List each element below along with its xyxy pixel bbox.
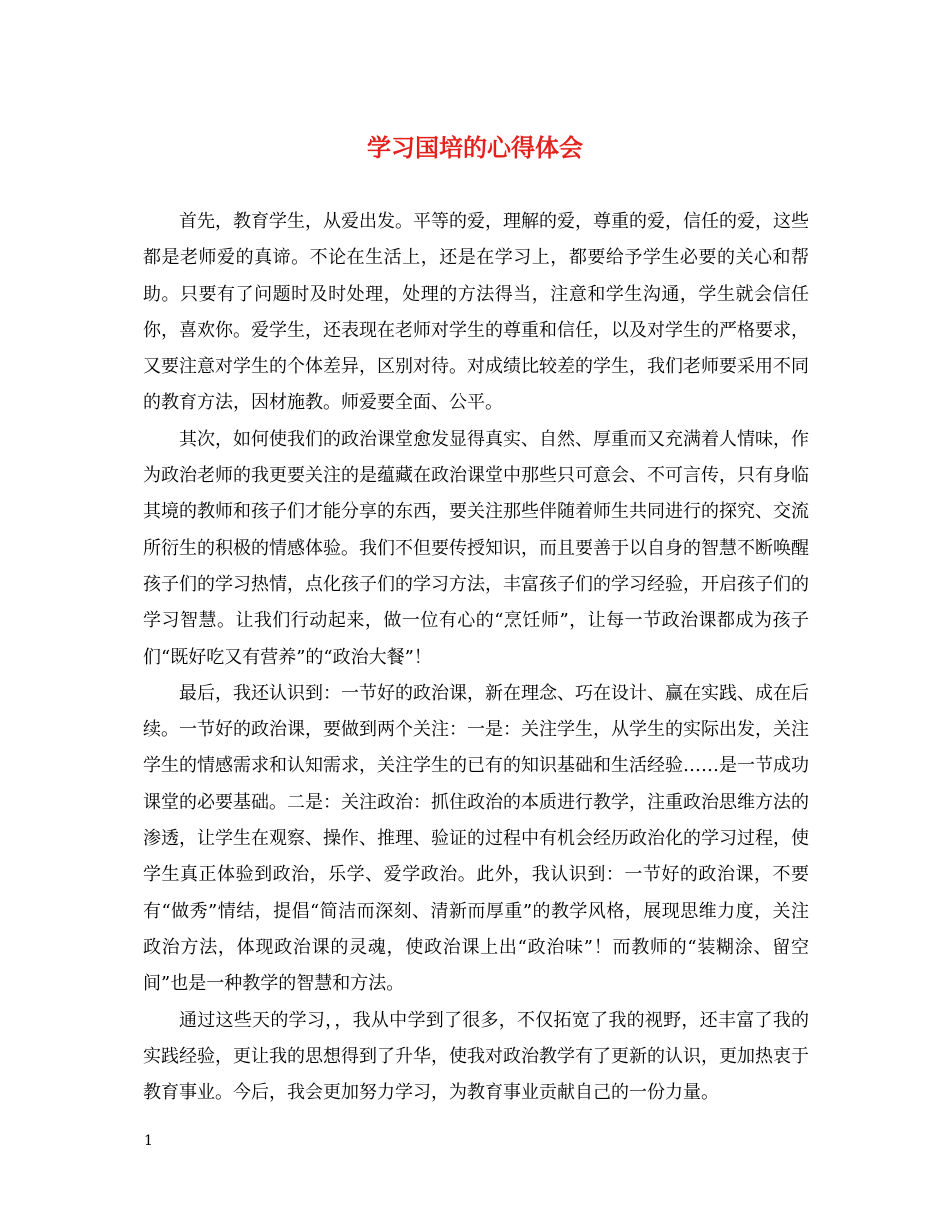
page-number: 1 bbox=[144, 1133, 153, 1149]
paragraph-1: 首先，教育学生，从爱出发。平等的爱，理解的爱，尊重的爱，信任的爱，这些都是老师爱的真谛。不论在生活上，还是在学习上，都要给予学生必要的关心和帮助。只要有了问题时及时处理，处理的方法得当，注意和学生沟通，学生就会信任你，喜欢你。爱学生，还表现在老师对学生的尊重和信任，以及对学生的严格要求，又要注意对学生的个体差异，区别对待。对成绩比较差的学生，我们老师要采用不同的教育方法，因材施教。师爱要全面、公平。 bbox=[143, 211, 809, 414]
paragraph-2: 其次，如何使我们的政治课堂愈发显得真实、自然、厚重而又充满着人情味，作为政治老师的我更要关注的是蕴藏在政治课堂中那些只可意会、不可言传，只有身临其境的教师和孩子们才能分享的东西，要关注那些伴随着师生共同进行的探究、交流所衍生的积极的情感体验。我们不但要传授知识，而且要善于以自身的智慧不断唤醒孩子们的学习热情，点化孩子们的学习方法，丰富孩子们的学习经验，开启孩子们的学习智慧。让我们行动起来，做一位有心的“烹饪师”，让每一节政治课都成为孩子们“既好吃又有营养”的“政治大餐”！ bbox=[143, 428, 809, 668]
paragraph-4: 通过这些天的学习，，我从中学到了很多，不仅拓宽了我的视野，还丰富了我的实践经验，更让我的思想得到了升华，使我对政治教学有了更新的认识，更加热衷于教育事业。今后，我会更加努力学习，为教育事业贡献自己的一份力量。 bbox=[143, 1009, 809, 1104]
document-title: 学习国培的心得体会 bbox=[367, 133, 583, 162]
document-body bbox=[143, 204, 809, 1111]
paragraph-3: 最后，我还认识到：一节好的政治课，新在理念、巧在设计、赢在实践、成在后续。一节好的政治课，要做到两个关注：一是：关注学生，从学生的实际出发，关注学生的情感需求和认知需求，关注学生的已有的知识基础和生活经验……是一节成功课堂的必要基础。二是：关注政治：抓住政治的本质进行教学，注重政治思维方法的渗透，让学生在观察、操作、推理、验证的过程中有机会经历政治化的学习过程，使学生真正体验到政治，乐学、爱学政治。此外，我认识到：一节好的政治课，不要有“做秀”情结，提倡“简洁而深刻、清新而厚重”的教学风格，展现思维力度，关注政治方法，体现政治课的灵魂，使政治课上出“政治味”！而教师的“装糊涂、留空间”也是一种教学的智慧和方法。 bbox=[143, 682, 809, 995]
